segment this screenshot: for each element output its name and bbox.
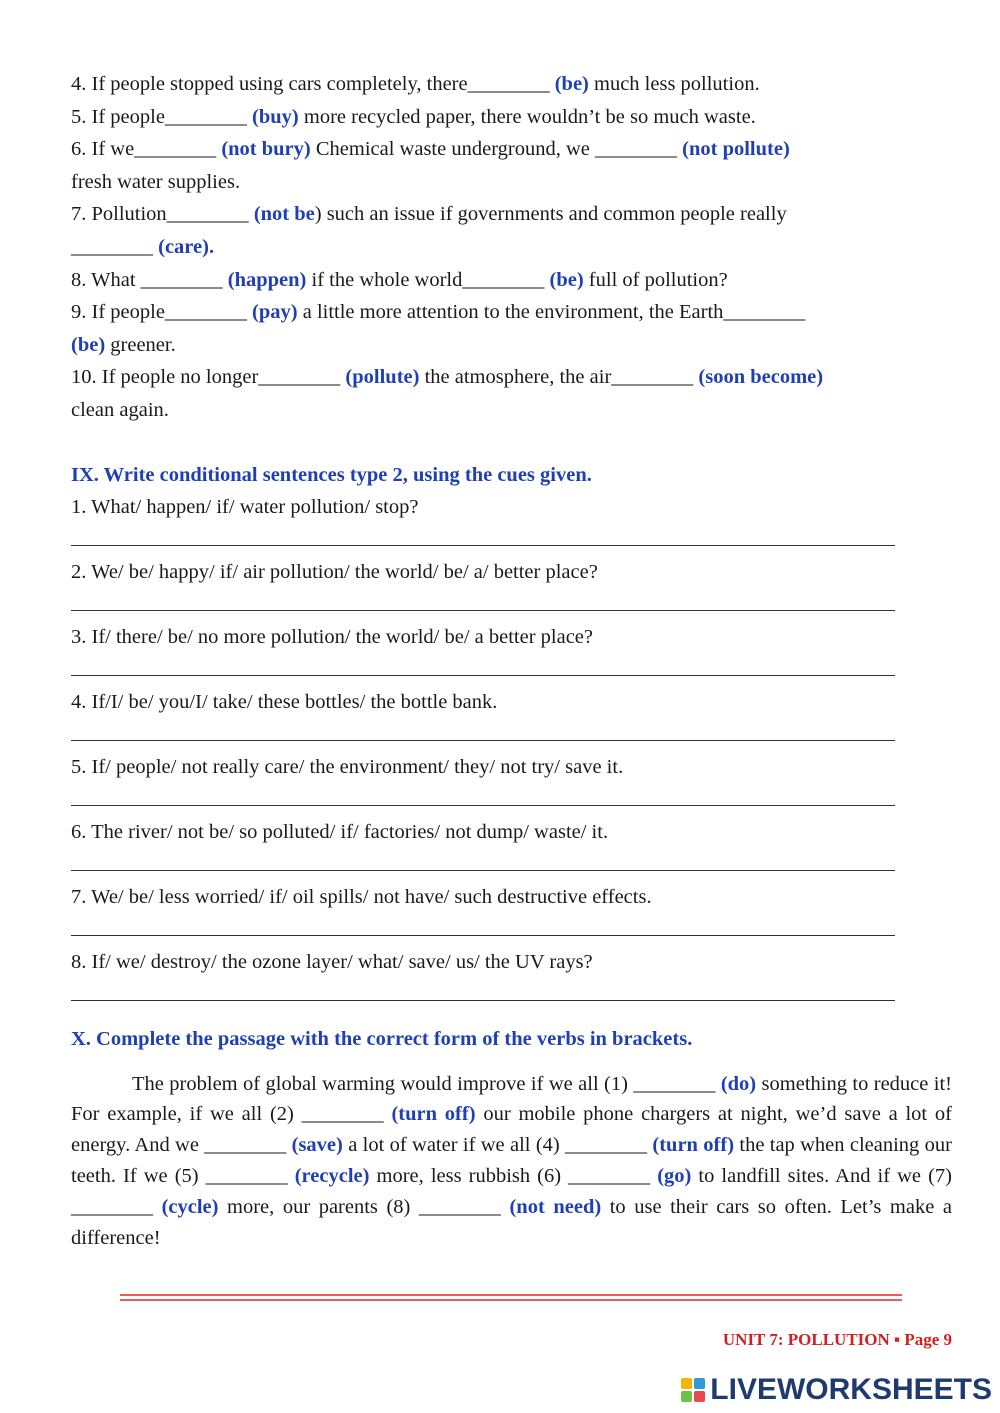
question-cue: 7. We/ be/ less worried/ if/ oil spills/ not have/ such destructive effects. [71, 885, 652, 908]
verb-cue: (happen) [227, 268, 307, 291]
verb-cue: (go) [657, 1164, 692, 1187]
section-ix-items [71, 491, 953, 1001]
exercise-line [71, 329, 953, 362]
answer-line[interactable] [71, 848, 895, 871]
exercise-viii-continued [71, 68, 953, 427]
sentence-text: our mobile phone chargers at night, we’d save a lot of energy. And we ________ [71, 1103, 952, 1157]
verb-cue: (not bury) [221, 138, 311, 161]
sentence-text: ) such an issue if governments and common people really [314, 203, 787, 226]
liveworksheets-mark-icon [681, 1378, 705, 1402]
verb-cue: (pollute) [345, 366, 420, 389]
sentence-text: 5. If people________ [71, 105, 253, 128]
verb-cue: (turn off) [652, 1134, 735, 1157]
footer-separator: ▪ [889, 1330, 905, 1349]
divider-line [120, 1290, 902, 1308]
question-item [71, 816, 953, 871]
exercise-line [71, 166, 953, 199]
sentence-text: The problem of global warming would improve if we all (1) ________ [132, 1072, 721, 1095]
answer-line[interactable] [71, 653, 895, 676]
verb-cue: (care). [158, 235, 215, 258]
question-cue: 6. The river/ not be/ so polluted/ if/ factories/ not dump/ waste/ it. [71, 820, 609, 843]
question-item [71, 751, 953, 806]
sentence-text: something to reduce it! For example, if we all (2) ________ [71, 1072, 953, 1126]
verb-cue: (buy) [252, 105, 299, 128]
question-item [71, 491, 953, 546]
question-item [71, 686, 953, 741]
verb-cue: (be) [71, 333, 106, 356]
answer-line[interactable] [71, 978, 895, 1001]
sentence-text: to use their cars so often. Let’s make a difference! [71, 1195, 952, 1249]
sentence-text: if the whole world________ [306, 268, 550, 291]
question-item [71, 621, 953, 676]
verb-cue: (be) [549, 268, 584, 291]
question-item [71, 946, 953, 1001]
verb-cue: (save) [291, 1134, 343, 1157]
verb-cue: (cycle) [161, 1195, 219, 1218]
logo-square [694, 1391, 705, 1402]
exercise-line [71, 101, 953, 134]
sentence-text: greener. [105, 333, 176, 356]
section-ix [71, 459, 953, 1001]
sentence-text: fresh water supplies. [71, 170, 241, 193]
answer-line[interactable] [71, 783, 895, 806]
section-x [71, 1023, 953, 1254]
sentence-text: full of pollution? [583, 268, 728, 291]
logo-square [681, 1391, 692, 1402]
sentence-text: a little more attention to the environment, the Earth________ [297, 301, 806, 324]
exercise-line [71, 133, 953, 166]
sentence-text: a lot of water if we all (4) ________ [342, 1134, 653, 1157]
question-cue: 8. If/ we/ destroy/ the ozone layer/ what/ save/ us/ the UV rays? [71, 950, 593, 973]
passage-text [71, 1069, 952, 1254]
page-number: Page 9 [904, 1330, 952, 1349]
sentence-text: Chemical waste underground, we ________ [310, 138, 683, 161]
unit-title: UNIT 7: POLLUTION [722, 1330, 890, 1349]
sentence-text: more, our parents (8) ________ [218, 1195, 510, 1218]
sentence-text: 9. If people________ [71, 301, 253, 324]
answer-line[interactable] [71, 588, 895, 611]
sentence-text: much less pollution. [588, 73, 760, 95]
sentence-text: clean again. [71, 398, 169, 421]
sentence-text: to landfill sites. And if we (7) ________ [71, 1164, 952, 1218]
answer-line[interactable] [71, 718, 895, 741]
sentence-text: more, less rubbish (6) ________ [369, 1164, 658, 1187]
section-ix-title: IX. Write conditional sentences type 2, using the cues given. [71, 463, 592, 486]
exercise-line [71, 361, 953, 394]
exercise-line [71, 296, 953, 329]
liveworksheets-logo[interactable] [681, 1372, 992, 1408]
worksheet-page [71, 68, 953, 1253]
sentence-text: the tap when cleaning our teeth. If we (5) ________ [71, 1134, 952, 1187]
exercise-line [71, 231, 953, 264]
logo-square [694, 1378, 705, 1389]
verb-cue: (do) [720, 1072, 757, 1095]
question-cue: 5. If/ people/ not really care/ the environment/ they/ not try/ save it. [71, 755, 624, 778]
question-cue: 2. We/ be/ happy/ if/ air pollution/ the world/ be/ a/ better place? [71, 560, 598, 583]
verb-cue: (turn off) [391, 1103, 476, 1126]
sentence-text: 4. If people stopped using cars completely, there________ [71, 73, 555, 95]
sentence-text: 7. Pollution________ [71, 203, 254, 226]
sentence-text: 10. If people no longer________ [71, 366, 346, 389]
verb-cue: (not need) [509, 1195, 602, 1218]
verb-cue: (recycle) [294, 1164, 370, 1187]
verb-cue: (pay) [252, 301, 298, 324]
verb-cue: (not pollute) [682, 138, 790, 161]
answer-line[interactable] [71, 913, 895, 936]
exercise-line [71, 264, 953, 297]
page-footer [723, 1330, 952, 1350]
answer-line[interactable] [71, 523, 895, 546]
sentence-text: 6. If we________ [71, 138, 222, 161]
question-cue: 4. If/I/ be/ you/I/ take/ these bottles/ the bottle bank. [71, 690, 498, 713]
question-item [71, 556, 953, 611]
question-cue: 1. What/ happen/ if/ water pollution/ stop? [71, 495, 419, 518]
section-x-title: X. Complete the passage with the correct form of the verbs in brackets. [71, 1027, 693, 1050]
sentence-text: the atmosphere, the air________ [419, 366, 699, 389]
exercise-line [71, 198, 953, 231]
question-cue: 3. If/ there/ be/ no more pollution/ the world/ be/ a better place? [71, 625, 593, 648]
sentence-text: more recycled paper, there wouldn’t be so much waste. [298, 105, 756, 128]
logo-square [681, 1378, 692, 1389]
exercise-line [71, 394, 953, 427]
verb-cue: (be) [554, 73, 589, 95]
verb-cue: (soon become) [698, 366, 824, 389]
verb-cue: (not be [253, 203, 315, 226]
question-item [71, 881, 953, 936]
brand-name: LIVEWORKSHEETS [710, 1373, 992, 1406]
sentence-text: ________ [71, 235, 159, 258]
exercise-line [71, 68, 953, 101]
sentence-text: 8. What ________ [71, 268, 228, 291]
